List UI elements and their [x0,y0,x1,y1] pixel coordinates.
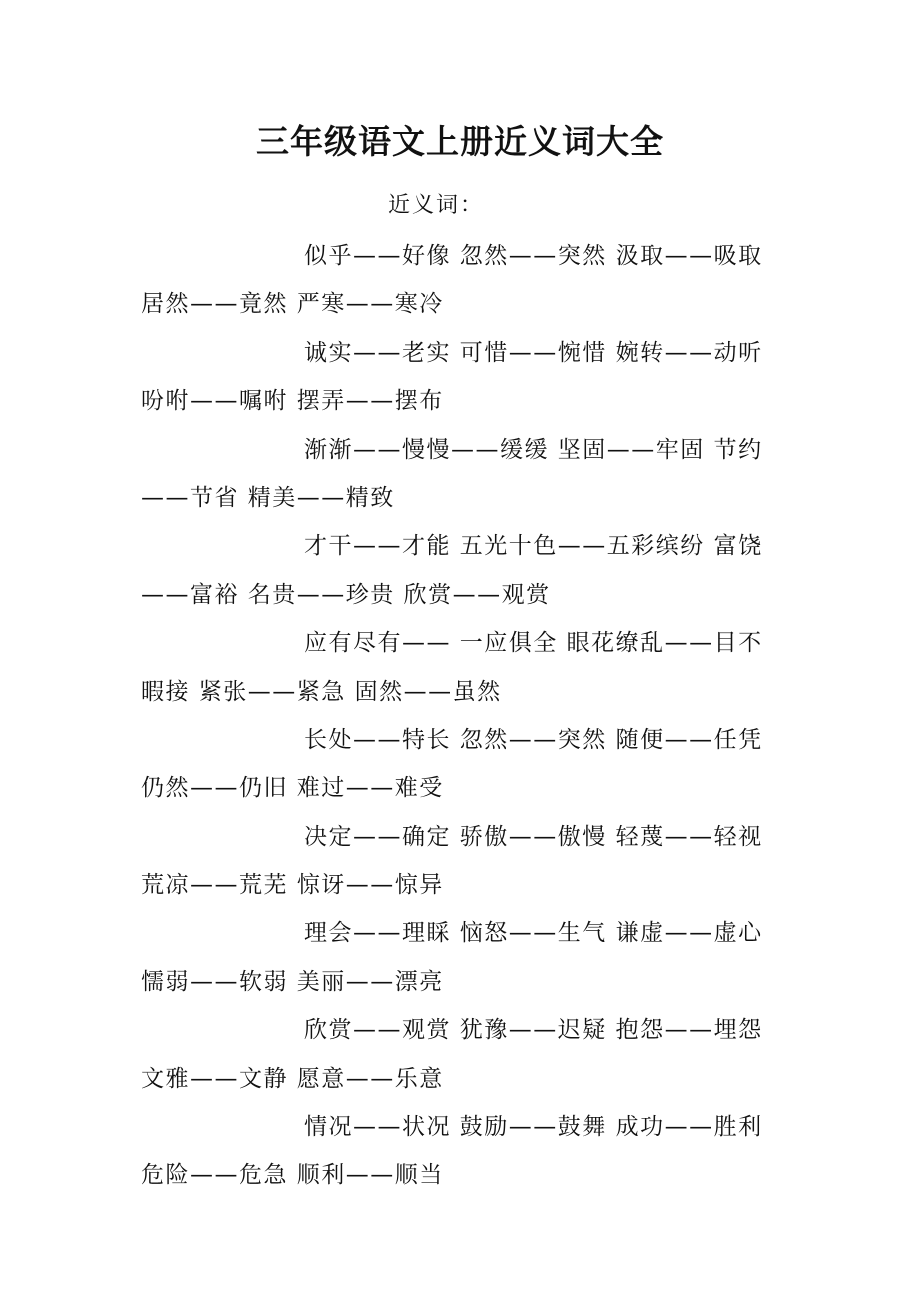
synonym-group [141,522,781,619]
synonym-line: 才干——才能 五光十色——五彩缤纷 富饶 [304,533,763,560]
synonym-line: 居然——竟然 严寒——寒冷 [141,291,444,318]
synonym-line: 危险——危急 顺利——顺当 [141,1162,444,1189]
synonym-line: 荒凉——荒芜 惊讶——惊异 [141,872,444,899]
synonym-line: 理会——理睬 恼怒——生气 谦虚——虚心 [304,920,763,947]
synonym-line: 欣赏——观赏 犹豫——迟疑 抱怨——埋怨 [304,1017,763,1044]
synonym-line: 似乎——好像 忽然——突然 汲取——吸取 [304,243,763,269]
synonym-group [141,329,781,426]
synonym-line: 长处——特长 忽然——突然 随便——任凭 [304,726,763,753]
synonym-group [141,619,781,716]
synonym-line: 仍然——仍旧 难过——难受 [141,775,444,802]
synonym-list [141,232,781,1200]
synonym-group [141,232,781,329]
synonym-group [141,813,781,910]
synonym-line: 吩咐——嘱咐 摆弄——摆布 [141,388,444,415]
synonym-line: 暇接 紧张——紧急 固然——虽然 [141,678,502,705]
synonym-line: 渐渐——慢慢——缓缓 坚固——牢固 节约 [304,436,763,463]
synonym-line: 决定——确定 骄傲——傲慢 轻蔑——轻视 [304,823,763,850]
synonym-group [141,426,781,523]
synonym-line: ——富裕 名贵——珍贵 欣赏——观赏 [141,581,551,608]
synonym-line: 懦弱——软弱 美丽——漂亮 [141,968,444,995]
synonym-group [141,1006,781,1103]
synonym-group [141,909,781,1006]
synonym-line: 诚实——老实 可惜——惋惜 婉转——动听 [304,339,763,366]
page-title: 三年级语文上册近义词大全 [256,122,664,161]
synonym-line: 文雅——文静 愿意——乐意 [141,1065,444,1092]
synonym-line: 应有尽有—— 一应俱全 眼花缭乱——目不 [304,630,763,657]
synonym-group [141,716,781,813]
synonym-line: 情况——状况 鼓励——鼓舞 成功——胜利 [304,1114,763,1141]
synonym-group [141,1103,781,1200]
synonym-line: ——节省 精美——精致 [141,484,395,511]
section-label: 近义词： [388,193,485,218]
